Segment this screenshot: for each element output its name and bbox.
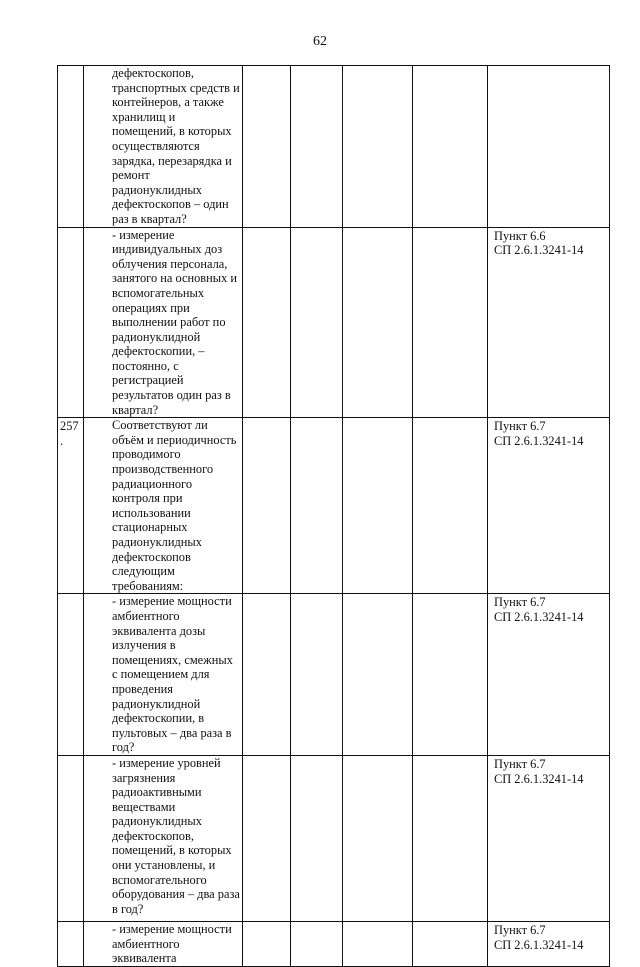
reference-clause: Пункт 6.7	[494, 756, 546, 771]
answer-cell-yes	[243, 921, 291, 966]
item-number	[58, 227, 84, 418]
reference-document: СП 2.6.1.3241-14	[494, 243, 584, 258]
table-row	[58, 418, 610, 594]
answer-cell-yes	[243, 418, 291, 594]
item-number	[58, 755, 84, 921]
item-number: 257.	[58, 418, 84, 594]
answer-cell-yes	[243, 227, 291, 418]
reference-clause: Пункт 6.7	[494, 595, 546, 610]
requirement-text	[84, 66, 243, 228]
requirement-text	[84, 755, 243, 921]
legal-reference	[488, 418, 610, 594]
answer-cell-yes	[243, 66, 291, 228]
notes-cell	[413, 594, 488, 756]
table-row	[58, 227, 610, 418]
notes-cell	[413, 921, 488, 966]
table-row	[58, 755, 610, 921]
legal-reference	[488, 755, 610, 921]
reference-document: СП 2.6.1.3241-14	[494, 433, 584, 448]
requirement-text	[84, 594, 243, 756]
notes-cell	[413, 755, 488, 921]
answer-cell-yes	[243, 755, 291, 921]
answer-cell-na	[343, 755, 413, 921]
legal-reference	[488, 921, 610, 966]
reference-document: СП 2.6.1.3241-14	[494, 771, 584, 786]
reference-clause: Пункт 6.7	[494, 419, 546, 434]
answer-cell-no	[291, 594, 343, 756]
item-number	[58, 66, 84, 228]
reference-clause: Пункт 6.6	[494, 228, 546, 243]
table-row	[58, 66, 610, 228]
requirement-text-content: Соответствуют ли объём и периодичность проводимого производственного радиационного контроля при использовании стационарных радионуклидных дефектоскопов следующим требованиям:	[112, 418, 237, 593]
reference-document: СП 2.6.1.3241-14	[494, 609, 584, 624]
reference-clause: Пункт 6.7	[494, 922, 546, 937]
answer-cell-yes	[243, 594, 291, 756]
requirement-text-content: - измерение уровней загрязнения радиоактивными веществами радионуклидных дефектоскопов, помещений, в которых они установлены, и вспомогательного оборудования – два раза в год?	[112, 755, 240, 916]
requirement-text	[84, 227, 243, 418]
table-row	[58, 921, 610, 966]
notes-cell	[413, 227, 488, 418]
requirement-text-content: - измерение мощности амбиентного эквивалента	[112, 921, 232, 966]
legal-reference	[488, 594, 610, 756]
answer-cell-no	[291, 921, 343, 966]
requirement-text-content: дефектоскопов, транспортных средств и контейнеров, а также хранилищ и помещений, в которых осуществляются зарядка, перезарядка и ремонт радионуклидных дефектоскопов – один раз в квартал?	[112, 66, 240, 226]
notes-cell	[413, 418, 488, 594]
table-row	[58, 594, 610, 756]
reference-document: СП 2.6.1.3241-14	[494, 937, 584, 952]
item-number	[58, 921, 84, 966]
requirement-text	[84, 418, 243, 594]
answer-cell-no	[291, 418, 343, 594]
answer-cell-na	[343, 594, 413, 756]
answer-cell-na	[343, 227, 413, 418]
item-number	[58, 594, 84, 756]
answer-cell-na	[343, 66, 413, 228]
answer-cell-na	[343, 921, 413, 966]
answer-cell-no	[291, 66, 343, 228]
legal-reference	[488, 66, 610, 228]
checklist-table	[57, 65, 610, 967]
notes-cell	[413, 66, 488, 228]
requirement-text-content: - измерение индивидуальных доз облучения персонала, занятого на основных и вспомогательных операциях при выполнении работ по радионуклидной дефектоскопии, – постоянно, с регистрацией результатов один раз в квартал?	[112, 227, 238, 417]
answer-cell-no	[291, 755, 343, 921]
page-number: 62	[313, 34, 327, 49]
answer-cell-no	[291, 227, 343, 418]
requirement-text-content: - измерение мощности амбиентного эквивалента дозы излучения в помещениях, смежных с помещением для проведения радионуклидной дефектоскопии, в пультовых – два раза в год?	[112, 594, 233, 755]
requirement-text	[84, 921, 243, 966]
answer-cell-na	[343, 418, 413, 594]
legal-reference	[488, 227, 610, 418]
